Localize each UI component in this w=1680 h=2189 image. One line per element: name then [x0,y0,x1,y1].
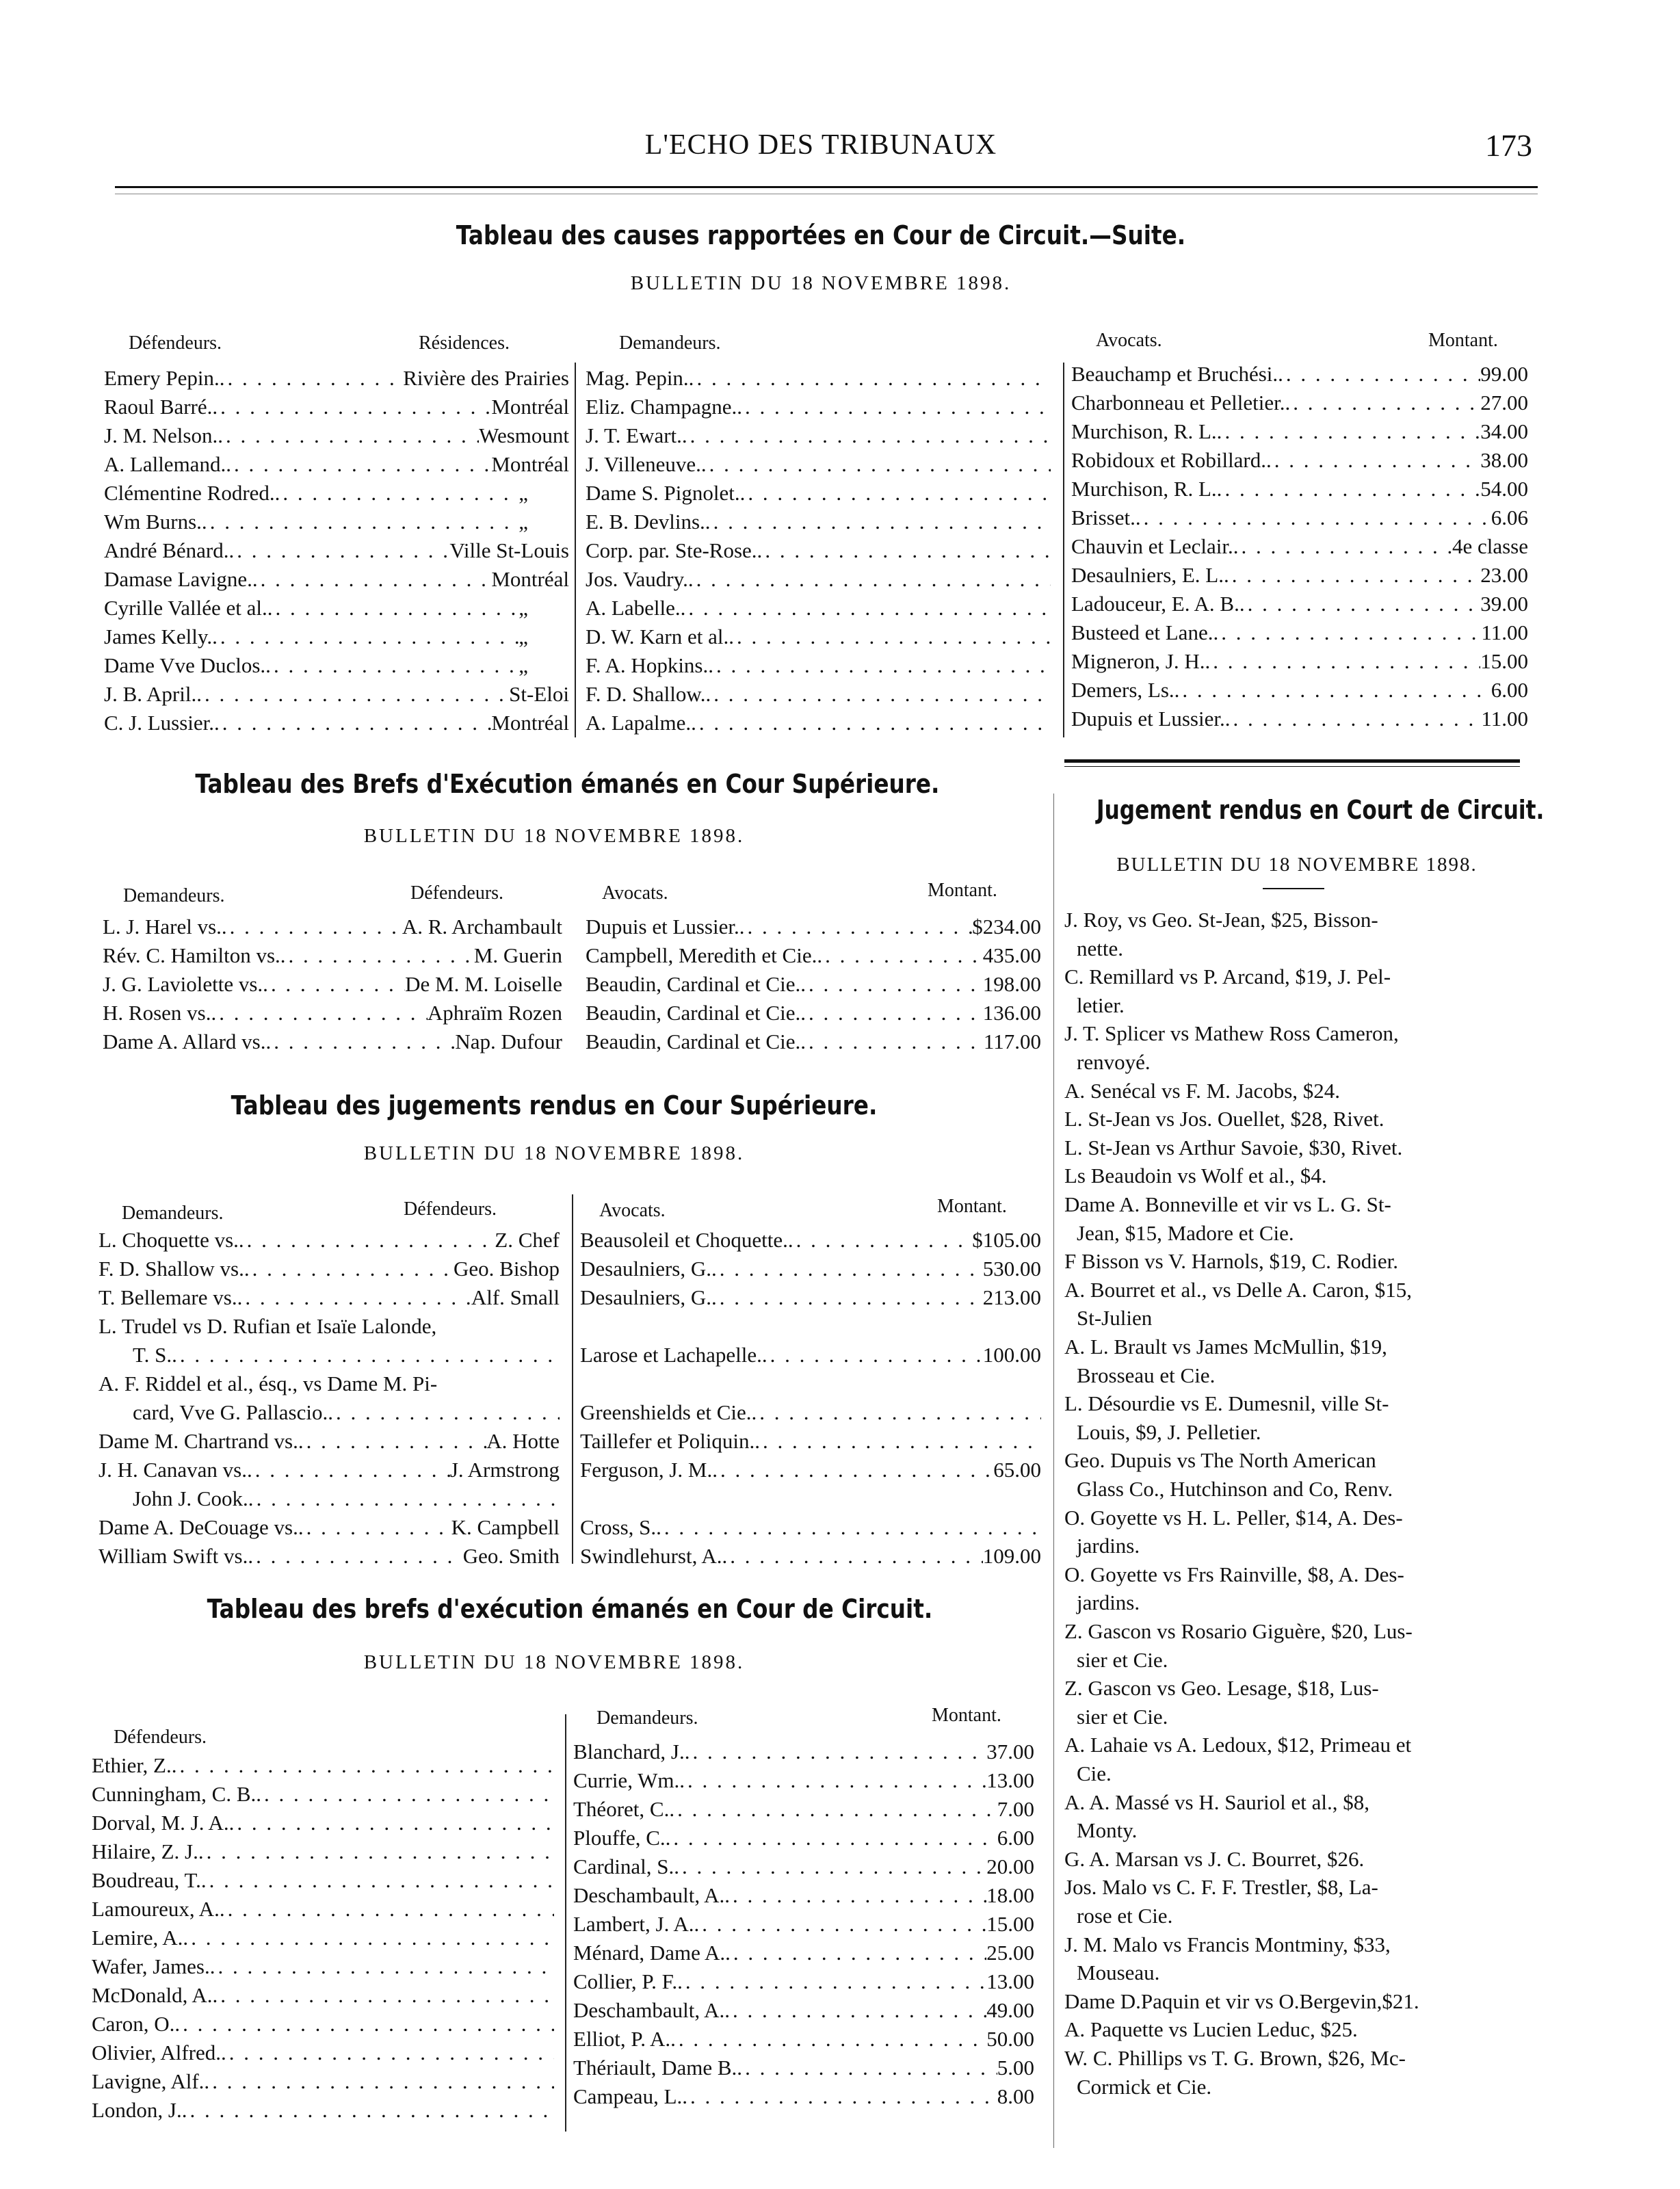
table-row: Rév. C. Hamilton vs.. . . . M. Guerin [103,941,562,970]
column-divider [575,363,576,737]
table-row: Beauchamp et Bruchési.. . . . 99.00 [1071,360,1528,389]
table-row: Dupuis et Lussier.. . . . $234.00 [586,913,1041,941]
col-header-avocats: Avocats. [602,882,668,904]
judgment-entry-continuation: Monty. [1077,1818,1138,1843]
table-row: London, J.. . . . [92,2096,554,2125]
col-header-defendeurs: Défendeurs. [114,1727,207,1748]
judgment-entry: A. Lahaie vs A. Ledoux, $12, Primeau et [1064,1733,1412,1757]
judgment-entry: A. A. Massé vs H. Sauriol et al., $8, [1064,1790,1370,1814]
col-header-demandeurs: Demandeurs. [596,1707,698,1729]
table-row: Collier, P. F.. . . . 13.00 [573,1967,1034,1996]
judgment-entry: C. Remillard vs P. Arcand, $19, J. Pel- [1064,965,1391,989]
table-row: Lamoureux, A.. . . . [92,1895,554,1924]
table-row: Eliz. Champagne.. . . . [586,393,1051,421]
header-rule [115,186,1538,188]
table-row: L. Choquette vs.. . . . Z. Chef [99,1226,560,1255]
column-divider [1053,794,1054,2148]
table-row: E. B. Devlins.. . . . [586,508,1051,536]
col-header-defendeurs: Défendeurs. [410,882,504,904]
table-row: Dame S. Pignolet.. . . . [586,479,1051,508]
table-row: Campeau, L.. . . . 8.00 [573,2082,1034,2111]
table-row: J. T. Ewart.. . . . [586,421,1051,450]
table-row: William Swift vs.. . . . Geo. Smith [99,1542,560,1571]
col-header-avocats: Avocats. [1096,330,1162,351]
table-row: Ménard, Dame A.. . . . 25.00 [573,1939,1034,1967]
table-row: F. D. Shallow vs.. . . . Geo. Bishop [99,1255,560,1283]
table-row: Damase Lavigne.. . . . Montréal [104,565,569,594]
judgment-entry: F Bisson vs V. Harnols, $19, C. Rodier. [1064,1249,1399,1274]
table-row: Lemire, A.. . . . [92,1924,554,1952]
bulletin-date: BULLETIN DU 18 NOVEMBRE 1898. [363,1142,745,1164]
table-row: Cross, S.. . . . [580,1513,1041,1542]
judgment-entry: Dame A. Bonneville et vir vs L. G. St- [1064,1192,1391,1216]
table-row: Desaulniers, E. L.. . . . 23.00 [1071,561,1528,590]
col-header-avocats: Avocats. [599,1200,666,1221]
section-title-jugements-superieure: Tableau des jugements rendus en Cour Supérieure. [231,1090,878,1120]
table-row: John J. Cook.. . . . [99,1484,560,1513]
table-row: F. A. Hopkins.. . . . [586,651,1051,680]
column-divider [572,1194,573,1564]
table-row: H. Rosen vs.. . . . Aphraïm Rozen [103,999,562,1027]
bulletin-date: BULLETIN DU 18 NOVEMBRE 1898. [363,1651,745,1673]
judgment-entry: L. St-Jean vs Arthur Savoie, $30, Rivet. [1064,1135,1403,1159]
section-title-brefs-circuit: Tableau des brefs d'exécution émanés en Cour de Circuit. [207,1594,933,1624]
table-row: Greenshields et Cie.. . . . [580,1398,1041,1427]
table-row: James Kelly.. . . . „ [104,622,569,651]
table-row: Beaudin, Cardinal et Cie.. . . . 136.00 [586,999,1041,1027]
table-row: Wm Burns.. . . . „ [104,508,569,536]
col-header-montant: Montant. [932,1705,1001,1726]
section-title-brefs-superieure: Tableau des Brefs d'Exécution émanés en Cour Supérieure. [195,769,940,799]
table-row: Beaudin, Cardinal et Cie.. . . . 117.00 [586,1027,1041,1056]
judgment-entry: J. M. Malo vs Francis Montminy, $33, [1064,1932,1391,1956]
table-row: Ferguson, J. M.. . . . 65.00 [580,1456,1041,1484]
table-row: Jos. Vaudry.. . . . [586,565,1051,594]
table-row: J. G. Laviolette vs.. . . . De M. M. Loiselle [103,970,562,999]
judgment-entry: L. Désourdie vs E. Dumesnil, ville St- [1064,1391,1389,1416]
table-row: Campbell, Meredith et Cie.. . . . 435.00 [586,941,1041,970]
col-header-defendeurs: Défendeurs. [404,1198,497,1220]
judgment-entry: O. Goyette vs H. L. Peller, $14, A. Des- [1064,1505,1403,1530]
table-row: Dorval, M. J. A.. . . . [92,1809,554,1837]
table-row: C. J. Lussier.. . . . Montréal [104,709,569,737]
table-row: McDonald, A.. . . . [92,1981,554,2010]
judgment-entry: A. Senécal vs F. M. Jacobs, $24. [1064,1078,1341,1103]
table-row: Chauvin et Leclair.. . . . 4e classe [1071,532,1528,561]
judgment-entry-continuation: letier. [1077,993,1125,1017]
table-row: Caron, O.. . . . [92,2010,554,2039]
table-row: Corp. par. Ste-Rose.. . . . [586,536,1051,565]
table-row: Dame M. Chartrand vs.. . . . A. Hotte [99,1427,560,1456]
section-rule [1064,759,1520,763]
col-header-montant: Montant. [928,880,997,901]
table-row: Demers, Ls.. . . . 6.00 [1071,676,1528,705]
judgment-entry-continuation: Mouseau. [1077,1961,1160,1985]
judgment-entry-continuation: jardins. [1077,1590,1140,1615]
table-row: Blanchard, J.. . . . 37.00 [573,1738,1034,1766]
table-row: Ladouceur, E. A. B.. . . . 39.00 [1071,590,1528,618]
table-row: A. Lallemand.. . . . Montréal [104,450,569,479]
table-row: Charbonneau et Pelletier.. . . . 27.00 [1071,389,1528,417]
section-title-causes-circuit: Tableau des causes rapportées en Cour de Circuit.—Suite. [456,220,1186,250]
judgment-entry: Jos. Malo vs C. F. F. Trestler, $8, La- [1064,1875,1378,1900]
judgment-entry-continuation: Brosseau et Cie. [1077,1363,1216,1387]
running-head: L'ECHO DES TRIBUNAUX [644,129,997,161]
table-row: André Bénard.. . . . Ville St-Louis [104,536,569,565]
table-row: Cunningham, C. B.. . . . [92,1780,554,1809]
judgment-entry: J. T. Splicer vs Mathew Ross Cameron, [1064,1021,1399,1046]
table-row: Elliot, P. A.. . . . 50.00 [573,2025,1034,2054]
table-row: J. Villeneuve.. . . . [586,450,1051,479]
col-header-demandeurs: Demandeurs. [123,885,225,906]
table-row: A. Lapalme.. . . . [586,709,1051,737]
col-header-residences: Résidences. [419,332,510,354]
table-row: Plouffe, C.. . . . 6.00 [573,1824,1034,1852]
judgment-entry: Ls Beaudoin vs Wolf et al., $4. [1064,1164,1327,1188]
table-row: card, Vve G. Pallascio.. . . . [99,1398,560,1427]
table-row: J. B. April.. . . . St-Eloi [104,680,569,709]
table-row: J. M. Nelson.. . . . Wesmount [104,421,569,450]
table-row: Beaudin, Cardinal et Cie.. . . . 198.00 [586,970,1041,999]
column-divider [1063,363,1064,737]
table-row: Ethier, Z.. . . . [92,1751,554,1780]
table-row: Desaulniers, G.. . . . 213.00 [580,1283,1041,1312]
table-row: Murchison, R. L.. . . . 54.00 [1071,475,1528,503]
table-row: Olivier, Alfred.. . . . [92,2039,554,2067]
judgment-entry-continuation: Louis, $9, J. Pelletier. [1077,1419,1261,1444]
judgment-entry-continuation: sier et Cie. [1077,1704,1168,1729]
table-row: Cardinal, S.. . . . 20.00 [573,1852,1034,1881]
table-row: A. F. Riddel et al., ésq., vs Dame M. Pi- [99,1372,438,1395]
table-row: A. Labelle.. . . . [586,594,1051,622]
table-row: Thériault, Dame B.. . . . 5.00 [573,2054,1034,2082]
table-row: Raoul Barré.. . . . Montréal [104,393,569,421]
judgment-entry: A. Paquette vs Lucien Leduc, $25. [1064,2017,1358,2042]
table-row: Hilaire, Z. J.. . . . [92,1837,554,1866]
page-number: 173 [1485,128,1532,163]
table-row: L. J. Harel vs.. . . . A. R. Archambault [103,913,562,941]
table-row: Migneron, J. H.. . . . 15.00 [1071,647,1528,676]
col-header-montant: Montant. [1428,330,1498,351]
table-row: Brisset.. . . . 6.06 [1071,503,1528,532]
judgment-entry: W. C. Phillips vs T. G. Brown, $26, Mc- [1064,2046,1406,2070]
table-row: F. D. Shallow.. . . . [586,680,1051,709]
col-header-demandeurs: Demandeurs. [619,332,721,354]
judgment-entry-continuation: Jean, $15, Madore et Cie. [1077,1220,1294,1245]
judgment-entry: Dame D.Paquin et vir vs O.Bergevin,$21. [1064,1989,1419,2013]
table-row: Boudreau, T.. . . . [92,1866,554,1895]
table-row: Clémentine Rodred.. . . . „ [104,479,569,508]
table-row: Dame A. Allard vs.. . . . Nap. Dufour [103,1027,562,1056]
table-row: Dame Vve Duclos.. . . . „ [104,651,569,680]
column-divider [565,1714,566,2132]
judgment-entry-continuation: sier et Cie. [1077,1647,1168,1672]
table-row: Desaulniers, G.. . . . 530.00 [580,1255,1041,1283]
judgment-entry-continuation: Cormick et Cie. [1077,2074,1212,2099]
table-row: D. W. Karn et al.. . . . [586,622,1051,651]
judgment-entry: Z. Gascon vs Geo. Lesage, $18, Lus- [1064,1676,1379,1701]
table-row: Mag. Pepin.. . . . [586,364,1051,393]
table-row: Swindlehurst, A.. . . . 109.00 [580,1542,1041,1571]
table-row: Robidoux et Robillard.. . . . 38.00 [1071,446,1528,475]
bulletin-date: BULLETIN DU 18 NOVEMBRE 1898. [363,825,745,847]
judgment-entry: J. Roy, vs Geo. St-Jean, $25, Bisson- [1064,908,1378,932]
table-row: Murchison, R. L.. . . . 34.00 [1071,417,1528,446]
table-row: Larose et Lachapelle.. . . . 100.00 [580,1341,1041,1369]
judgment-entry: Geo. Dupuis vs The North American [1064,1448,1376,1473]
table-row: Lambert, J. A.. . . . 15.00 [573,1910,1034,1939]
judgment-entry: A. Bourret et al., vs Delle A. Caron, $15, [1064,1277,1412,1302]
judgment-entry-continuation: Cie. [1077,1761,1112,1785]
table-row: Dupuis et Lussier.. . . . 11.00 [1071,705,1528,733]
judgment-entry-continuation: rose et Cie. [1077,1904,1173,1928]
judgment-entry-continuation: Glass Co., Hutchinson and Co, Renv. [1077,1477,1393,1501]
judgment-entry-continuation: nette. [1077,936,1123,960]
col-header-montant: Montant. [937,1196,1007,1217]
table-row: Deschambault, A.. . . . 49.00 [573,1996,1034,2025]
table-row: T. S.. . . . [99,1341,560,1369]
judgment-entry: L. St-Jean vs Jos. Ouellet, $28, Rivet. [1064,1107,1384,1131]
table-row: Currie, Wm.. . . . 13.00 [573,1766,1034,1795]
table-row: Busteed et Lane.. . . . 11.00 [1071,618,1528,647]
judgment-entry-continuation: St-Julien [1077,1306,1153,1331]
judgment-entry: Z. Gascon vs Rosario Giguère, $20, Lus- [1064,1619,1413,1643]
table-row: Emery Pepin.. . . . Rivière des Prairies [104,364,569,393]
judgment-entry: O. Goyette vs Frs Rainville, $8, A. Des- [1064,1562,1404,1586]
section-rule-thin [1064,766,1520,767]
table-row: Cyrille Vallée et al.. . . . „ [104,594,569,622]
bulletin-date: BULLETIN DU 18 NOVEMBRE 1898. [1116,854,1478,876]
section-title-jugements-circuit: Jugement rendus en Court de Circuit. [1097,795,1545,825]
judgment-entry-continuation: renvoyé. [1077,1050,1151,1074]
short-rule [1263,888,1324,889]
col-header-demandeurs: Demandeurs. [122,1203,224,1224]
table-row: Théoret, C.. . . . 7.00 [573,1795,1034,1824]
table-row: Beausoleil et Choquette.. . . . $105.00 [580,1226,1041,1255]
table-row: Wafer, James.. . . . [92,1952,554,1981]
table-row: J. H. Canavan vs.. . . . J. Armstrong [99,1456,560,1484]
col-header-defendeurs: Défendeurs. [129,332,222,354]
table-row: L. Trudel vs D. Rufian et Isaïe Lalonde, [99,1314,437,1338]
table-row: Deschambault, A.. . . . 18.00 [573,1881,1034,1910]
table-row: Lavigne, Alf.. . . . [92,2067,554,2096]
table-row: Taillefer et Poliquin.. . . . [580,1427,1041,1456]
bulletin-date: BULLETIN DU 18 NOVEMBRE 1898. [630,272,1012,294]
judgment-entry-continuation: jardins. [1077,1534,1140,1558]
table-row: Dame A. DeCouage vs.. . . . K. Campbell [99,1513,560,1542]
table-row: T. Bellemare vs.. . . . Alf. Small [99,1283,560,1312]
judgment-entry: A. L. Brault vs James McMullin, $19, [1064,1335,1387,1359]
judgment-entry: G. A. Marsan vs J. C. Bourret, $26. [1064,1846,1365,1871]
